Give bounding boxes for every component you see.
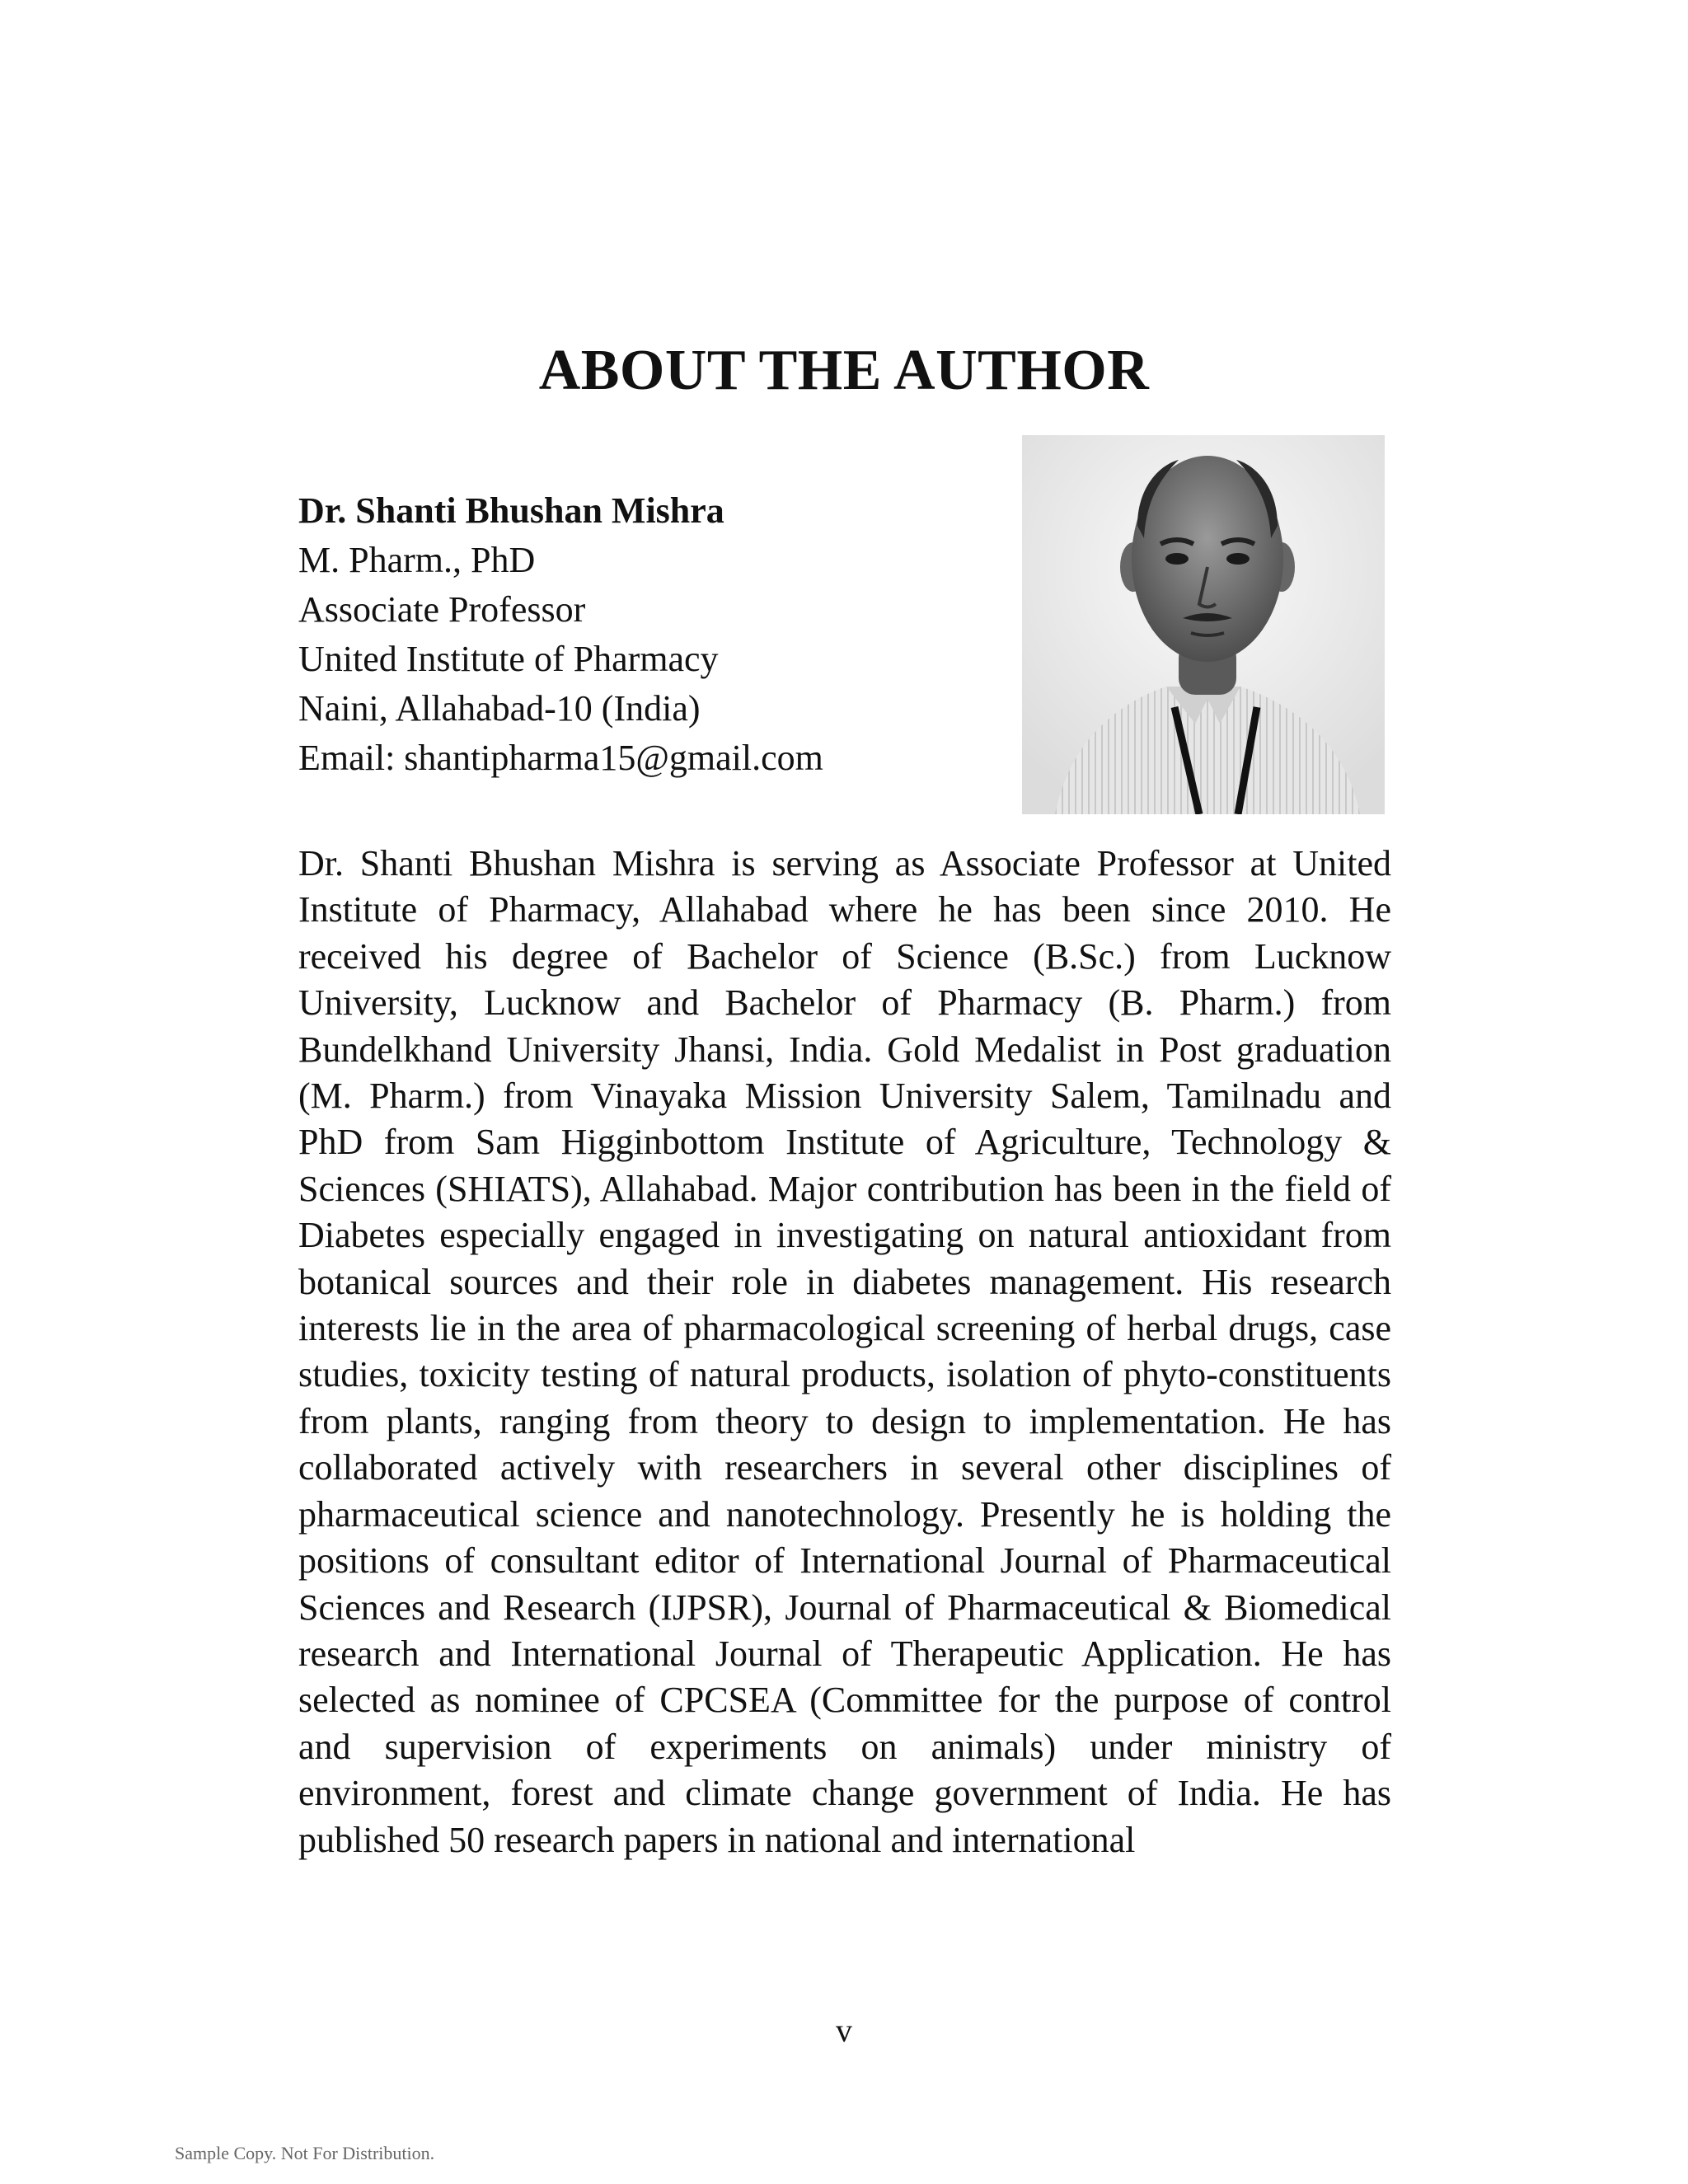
author-degrees: M. Pharm., PhD — [298, 540, 536, 580]
author-position: Associate Professor — [298, 589, 586, 630]
author-photo — [1022, 435, 1385, 814]
distribution-notice: Sample Copy. Not For Distribution. — [175, 2143, 435, 2163]
author-name: Dr. Shanti Bhushan Mishra — [298, 490, 724, 531]
page-title: ABOUT THE AUTHOR — [538, 339, 1150, 402]
author-institute: United Institute of Pharmacy — [298, 639, 719, 679]
author-info — [298, 486, 958, 783]
author-email: Email: shantipharma15@gmail.com — [298, 738, 823, 778]
page-number: v — [836, 2012, 852, 2049]
author-bio: Dr. Shanti Bhushan Mishra is serving as Associate Professor at United Institute of Pharmacy, Allahabad where he has been since 2010. He received his degree of Bachelor of Science (B.Sc.) from Lucknow University, Lucknow and Bachelor of Pharmacy (B. Pharm.) from Bundelkhand University Jhansi, India. Gold Medalist in Post graduation (M. Pharm.) from Vinayaka Mission University Salem, Tamilnadu and PhD from Sam Higginbottom Institute of Agriculture, Technology & Sciences (SHIATS), Allahabad. Major contribution has been in the field of Diabetes especially engaged in investigating on natural antioxidant from botanical sources and their role in diabetes management. His research interests lie in the area of pharmacological screening of herbal drugs, case studies, toxicity testing of natural products, isolation of phyto-constituents from plants, ranging from theory to design to implementation. He has collaborated actively with researchers in several other disciplines of pharmaceutical science and nanotechnology. Presently he is holding the positions of consultant editor of International Journal of Pharmaceutical Sciences and Research (IJPSR), Journal of Pharmaceutical & Biomedical research and International Journal of Therapeutic Application. He has selected as nominee of CPCSEA (Committee for the purpose of control and supervision of experiments on animals) under ministry of environment, forest and climate change government of India. He has published 50 research papers in national and international — [298, 843, 1391, 1860]
author-location: Naini, Allahabad-10 (India) — [298, 688, 701, 729]
